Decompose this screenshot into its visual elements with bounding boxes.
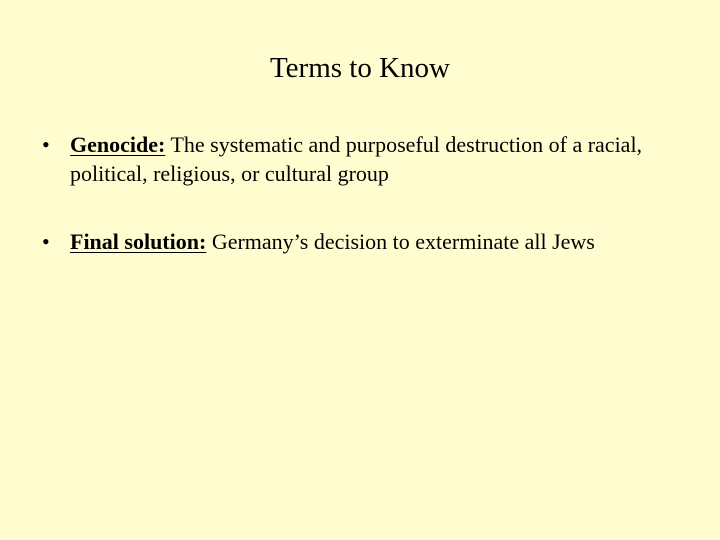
bullet-item-final-solution — [0, 227, 720, 256]
bullet-icon: • — [42, 229, 50, 254]
bullet-item-genocide — [0, 130, 720, 188]
slide-title: Terms to Know — [269, 52, 450, 84]
term-label: Final solution: — [70, 229, 207, 254]
term-definition: The systematic and purposeful destruction of a racial, political, religious, or cultural group — [70, 132, 643, 186]
term-definition: Germany’s decision to exterminate all Jews — [211, 229, 595, 254]
bullet-list — [0, 130, 720, 256]
bullet-icon: • — [42, 132, 50, 157]
term-label: Genocide: — [70, 132, 166, 157]
